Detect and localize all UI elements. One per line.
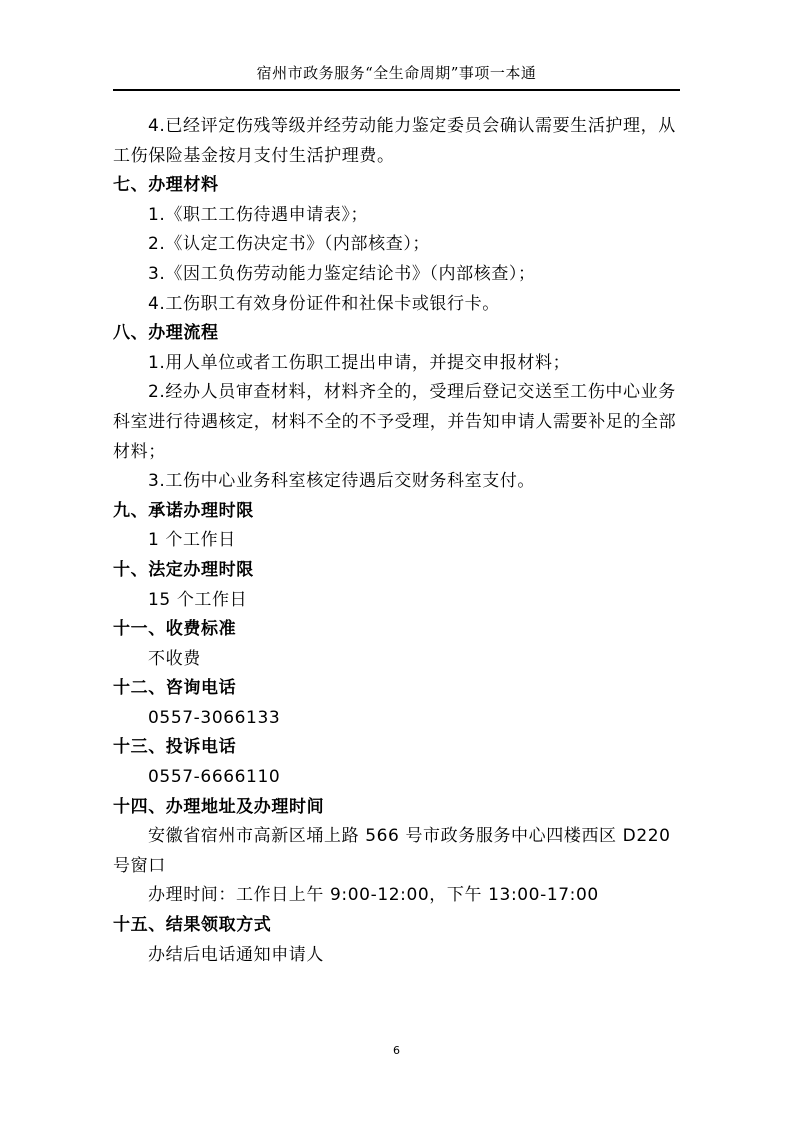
result-pickup-value: 办结后电话通知申请人 [148, 944, 324, 965]
list-item: 1.《职工工伤待遇申请表》； [148, 204, 369, 225]
section-heading-result-pickup: 十五、结果领取方式 [113, 915, 272, 936]
page-header-title: 宿州市政务服务“全生命周期”事项一本通 [256, 64, 537, 82]
section-heading-address-hours: 十四、办理地址及办理时间 [113, 796, 325, 817]
office-hours-value: 办理时间：工作日上午 9:00-12:00，下午 13:00-17:00 [148, 885, 599, 906]
section-heading-fees: 十一、收费标准 [113, 619, 237, 640]
section-heading-legal-time: 十、法定办理时限 [113, 559, 254, 580]
list-item: 3.《因工负伤劳动能力鉴定结论书》（内部核查）； [148, 263, 536, 284]
legal-time-value: 15 个工作日 [148, 589, 248, 610]
page-number: 6 [393, 1044, 400, 1057]
consult-phone-value: 0557-3066133 [148, 707, 281, 728]
section-heading-complaint-phone: 十三、投诉电话 [113, 737, 237, 758]
document-body [113, 112, 683, 970]
section-heading-consult-phone: 十二、咨询电话 [113, 678, 237, 699]
section-heading-materials: 七、办理材料 [113, 175, 219, 196]
header-divider [113, 89, 680, 91]
section-heading-process: 八、办理流程 [113, 323, 219, 344]
list-item: 4.工伤职工有效身份证件和社保卡或银行卡。 [148, 293, 500, 314]
complaint-phone-value: 0557-6666110 [148, 767, 281, 788]
paragraph-review-step: 2.经办人员审查材料，材料齐全的，受理后登记交送至工伤中心业务科室进行待遇核定，材料不全的不予受理，并告知申请人需要补足的全部材料； [113, 382, 677, 462]
section-heading-promised-time: 九、承诺办理时限 [113, 500, 254, 521]
list-item: 2.《认定工伤决定书》（内部核查）； [148, 234, 431, 255]
list-item: 3.工伤中心业务科室核定待遇后交财务科室支付。 [148, 471, 536, 492]
address-value: 安徽省宿州市高新区埇上路 566 号市政务服务中心四楼西区 D220 号窗口 [113, 826, 671, 876]
paragraph-care-fee: 4.已经评定伤残等级并经劳动能力鉴定委员会确认需要生活护理，从工伤保险基金按月支付生活护理费。 [113, 116, 676, 166]
fee-value: 不收费 [148, 648, 201, 669]
list-item: 1.用人单位或者工伤职工提出申请，并提交申报材料； [148, 352, 571, 373]
promised-time-value: 1 个工作日 [148, 530, 236, 551]
